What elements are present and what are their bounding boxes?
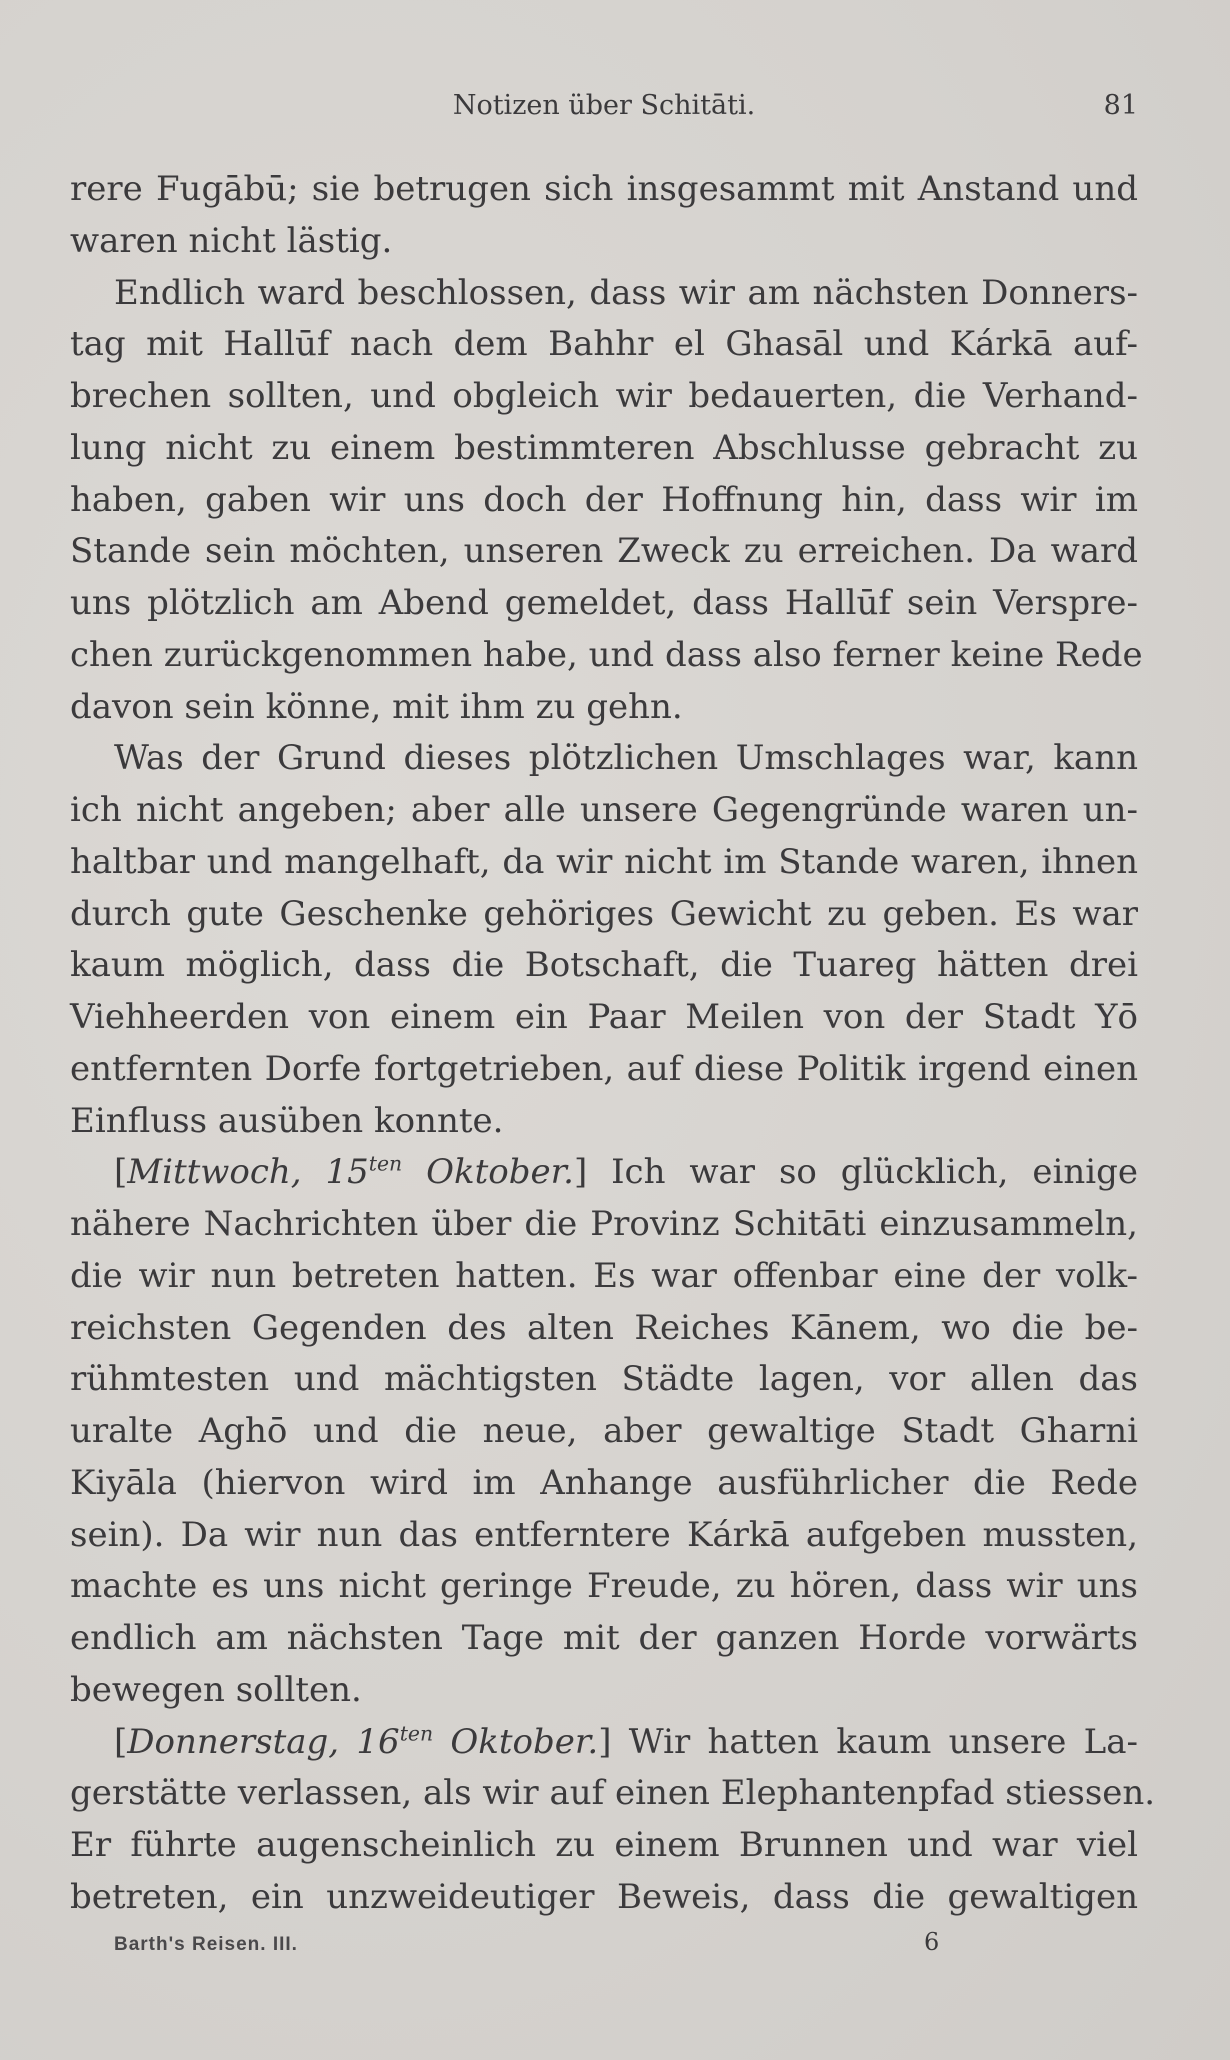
text-line: betreten, ein unzweideutiger Beweis, dass die gewaltigen: [70, 1876, 1138, 1917]
paragraph: [70, 1147, 1138, 1716]
text-line: Er führte augenscheinlich zu einem Brunnen und war viel: [70, 1825, 1138, 1865]
running-title: Notizen über Schitāti.: [452, 90, 756, 121]
date-day-number: $16^{ten}$: [356, 1721, 434, 1762]
text-line-with-date: [70, 1717, 1138, 1769]
date-bracket-open: [: [114, 1721, 128, 1762]
paragraph: [70, 1717, 1156, 1924]
text-line: brechen sollten, und obgleich wir bedauerten, die Verhand-: [70, 376, 1138, 416]
date-month: Oktober.: [426, 1152, 574, 1193]
text-line: haltbar und mangelhaft, da wir nicht im Stande waren, ihnen: [70, 841, 1138, 882]
text-line: Viehheerden von einem ein Paar Meilen von der Stadt Yō: [70, 997, 1138, 1037]
text-line: durch gute Geschenke gehöriges Gewicht zu geben. Es war: [70, 893, 1138, 934]
date-weekday: Donnerstag,: [127, 1721, 340, 1762]
text-line: haben, gaben wir uns doch der Hoffnung hin, dass wir im: [70, 479, 1138, 520]
text-line: Was der Grund dieses plötzlichen Umschlages war, kann: [114, 738, 1138, 779]
signature-mark: 6: [924, 1928, 940, 1956]
date-bracket-close: ]: [573, 1152, 588, 1193]
text-line: machte es uns nicht geringe Freude, zu hören, dass wir uns: [70, 1566, 1138, 1607]
text-line: bewegen sollten.: [70, 1669, 362, 1710]
text-line: kaum möglich, dass die Botschaft, die Tuareg hätten drei: [70, 945, 1138, 986]
text-line: Wir hatten kaum unsere La-: [611, 1721, 1138, 1762]
text-line: rere Fugābū; sie betrugen sich insgesammt mit Anstand und: [70, 169, 1138, 209]
page-number: 81: [1103, 90, 1138, 121]
text-line: Kiyāla (hiervon wird im Anhange ausführlicher die Rede: [70, 1462, 1138, 1503]
page-footer: [114, 1928, 944, 1964]
text-line: sein). Da wir nun das entferntere Kárkā aufgeben mussten,: [70, 1514, 1138, 1555]
text-line: nähere Nachrichten über die Provinz Schitāti einzusammeln,: [70, 1204, 1138, 1244]
body-text: [70, 164, 1156, 1924]
date-bracket-close: ]: [598, 1721, 612, 1762]
text-line: endlich am nächsten Tage mit der ganzen Horde vorwärts: [70, 1618, 1138, 1658]
text-line: waren nicht lästig.: [70, 220, 393, 261]
text-line: gerstätte verlassen, als wir auf einen Elephantenpfad stiessen.: [70, 1773, 1156, 1814]
text-line: Einfluss ausüben konnte.: [70, 1100, 504, 1141]
text-line: tag mit Hallūf nach dem Bahhr el Ghasāl und Kárkā auf-: [70, 324, 1138, 365]
date-day-number: $15^{ten}$: [325, 1151, 403, 1193]
text-line: Ich war so glücklich, einige: [587, 1152, 1139, 1193]
text-line: chen zurückgenommen habe, und dass also ferner keine Rede: [70, 634, 1143, 675]
running-head: [70, 86, 1138, 130]
text-line: ich nicht angeben; aber alle unsere Gegengründe waren un-: [70, 790, 1138, 830]
text-line: uralte Aghō und die neue, aber gewaltige Stadt Gharni: [70, 1411, 1138, 1451]
date-ordinal-suffix: ten: [368, 1151, 403, 1176]
text-line: die wir nun betreten hatten. Es war offenbar eine der volk-: [70, 1255, 1138, 1296]
paragraph: [70, 733, 1138, 1147]
text-line: Endlich ward beschlossen, dass wir am nächsten Donners-: [114, 272, 1138, 313]
text-line: davon sein könne, mit ihm zu gehn.: [70, 686, 683, 727]
date-weekday: Mittwoch,: [127, 1152, 302, 1193]
text-line-with-date: [70, 1147, 1138, 1199]
date-bracket-open: [: [114, 1152, 128, 1193]
paragraph: [70, 164, 1138, 268]
paragraph: [70, 268, 1143, 734]
text-line: entfernten Dorfe fortgetrieben, auf diese Politik irgend einen: [70, 1048, 1138, 1089]
text-line: lung nicht zu einem bestimmteren Abschlusse gebracht zu: [70, 427, 1138, 468]
text-line: Stande sein möchten, unseren Zweck zu erreichen. Da ward: [70, 531, 1138, 572]
text-line: rühmtesten und mächtigsten Städte lagen, vor allen das: [70, 1359, 1138, 1400]
text-line: reichsten Gegenden des alten Reiches Kānem, wo die be-: [70, 1307, 1138, 1348]
printer-signature: Barth's Reisen. III.: [114, 1934, 298, 1955]
date-ordinal-suffix: ten: [399, 1721, 434, 1746]
date-month: Oktober.: [450, 1721, 599, 1762]
text-line: uns plötzlich am Abend gemeldet, dass Hallūf sein Verspre-: [70, 583, 1138, 623]
